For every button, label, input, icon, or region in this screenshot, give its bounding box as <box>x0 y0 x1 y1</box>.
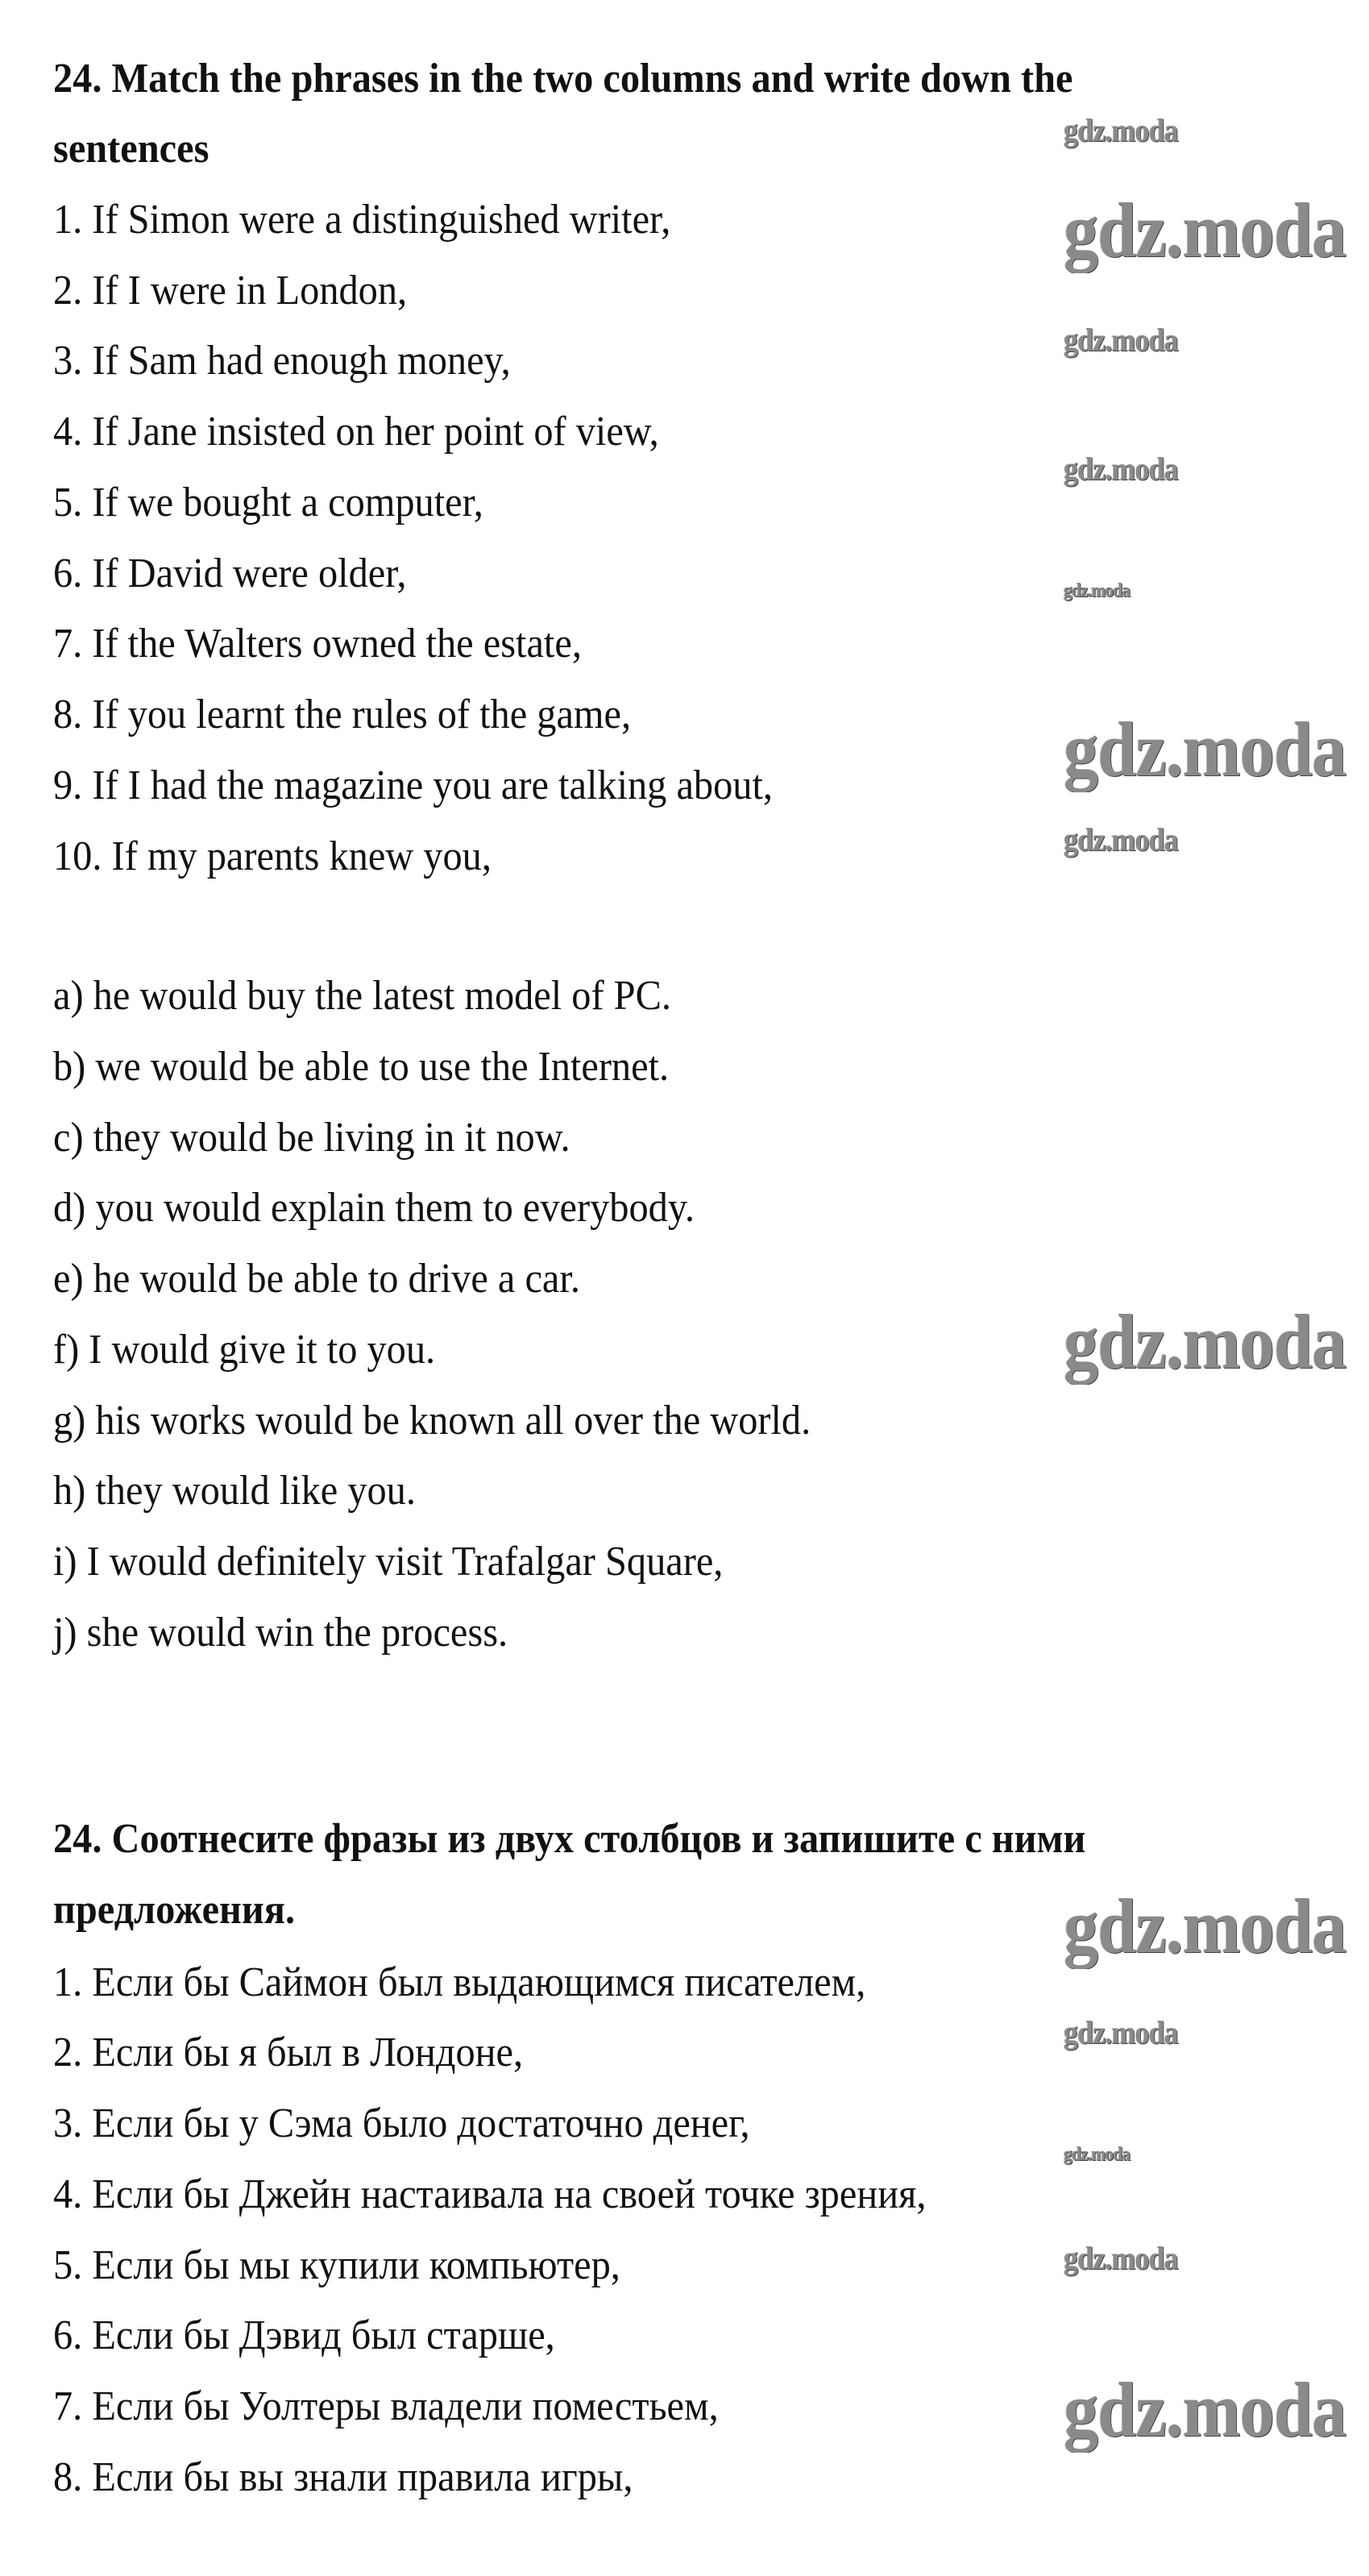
watermark: gdz.moda <box>1064 2144 1130 2165</box>
list-item: 5. Если бы мы купили компьютер, <box>53 2242 620 2288</box>
watermark: gdz.moda <box>1064 1298 1346 1385</box>
watermark: gdz.moda <box>1064 112 1178 148</box>
list-item: 8. Если бы вы знали правила игры, <box>53 2454 633 2500</box>
list-item: 4. If Jane insisted on her point of view, <box>53 409 659 455</box>
watermark: gdz.moda <box>1064 706 1346 792</box>
answer-item: d) you would explain them to everybody. <box>53 1185 695 1231</box>
watermark: gdz.moda <box>1064 2014 1178 2050</box>
list-item: 7. If the Walters owned the estate, <box>53 621 582 667</box>
answer-item: f) I would give it to you. <box>53 1327 436 1373</box>
list-item: 5. If we bought a computer, <box>53 480 483 526</box>
list-item: 1. Если бы Саймон был выдающимся писателем, <box>53 1959 866 2005</box>
answer-item: j) she would win the process. <box>53 1610 508 1656</box>
answer-item: c) they would be living in it now. <box>53 1115 570 1161</box>
watermark: gdz.moda <box>1064 2240 1178 2276</box>
watermark: gdz.moda <box>1064 451 1178 487</box>
exercise-title-ru-cont: предложения. <box>53 1887 296 1933</box>
watermark: gdz.moda <box>1064 1883 1346 1969</box>
watermark: gdz.moda <box>1064 2366 1346 2453</box>
answer-item: h) they would like you. <box>53 1468 416 1514</box>
answer-item: i) I would definitely visit Trafalgar Square, <box>53 1539 724 1585</box>
answer-item: a) he would buy the latest model of PC. <box>53 973 671 1019</box>
watermark: gdz.moda <box>1064 187 1346 273</box>
list-item: 2. If I were in London, <box>53 268 408 314</box>
answer-item: g) his works would be known all over the world. <box>53 1398 811 1444</box>
list-item: 9. If I had the magazine you are talking about, <box>53 762 773 808</box>
exercise-title-ru: 24. Соотнесите фразы из двух столбцов и запишите с ними <box>53 1816 1086 1862</box>
answer-item: b) we would be able to use the Internet. <box>53 1044 670 1090</box>
exercise-title-en-cont: sentences <box>53 126 209 172</box>
list-item: 2. Если бы я был в Лондоне, <box>53 2030 524 2075</box>
list-item: 6. Если бы Дэвид был старше, <box>53 2312 555 2358</box>
list-item: 3. Если бы у Сэма было достаточно денег, <box>53 2100 750 2146</box>
list-item: 10. If my parents knew you, <box>53 833 492 879</box>
list-item: 6. If David were older, <box>53 551 407 596</box>
list-item: 7. Если бы Уолтеры владели поместьем, <box>53 2383 719 2429</box>
watermark: gdz.moda <box>1064 322 1178 358</box>
exercise-title-en: 24. Match the phrases in the two columns and write down the <box>53 56 1073 102</box>
list-item: 8. If you learnt the rules of the game, <box>53 692 632 737</box>
list-item: 3. If Sam had enough money, <box>53 338 511 384</box>
answer-item: e) he would be able to drive a car. <box>53 1256 580 1302</box>
list-item: 4. Если бы Джейн настаивала на своей точке зрения, <box>53 2171 927 2217</box>
watermark: gdz.moda <box>1064 580 1130 601</box>
watermark: gdz.moda <box>1064 821 1178 858</box>
list-item: 1. If Simon were a distinguished writer, <box>53 197 671 243</box>
